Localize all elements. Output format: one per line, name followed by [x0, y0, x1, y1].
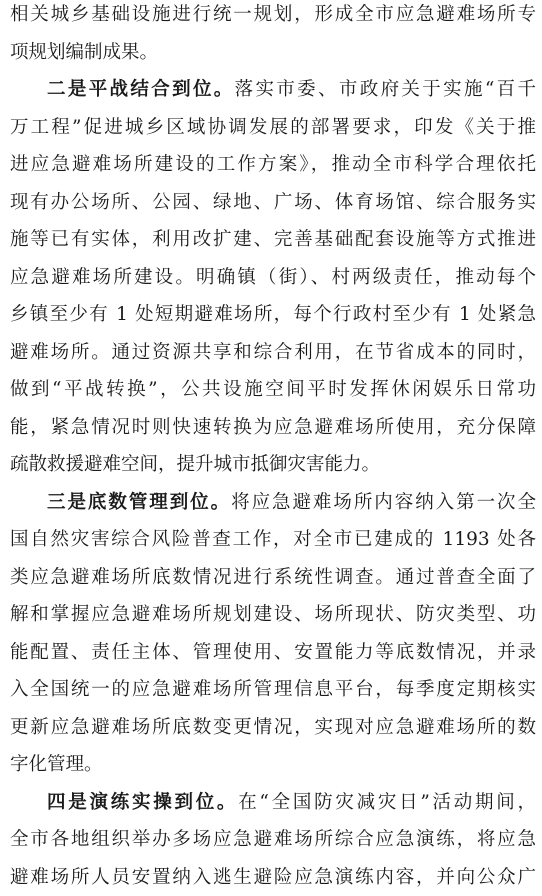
text-line: 类应急避难场所底数情况进行系统性调查。通过普查全面了: [10, 559, 536, 597]
document-page: [10, 0, 536, 896]
text-line: 国自然灾害综合风险普查工作，对全市已建成的 1193 处各: [10, 521, 536, 559]
text-line: 项规划编制成果。: [10, 34, 536, 72]
paragraph-lead-heading: 二是平战结合到位。: [47, 79, 235, 100]
text-line: 入全国统一的应急避难场所管理信息平台，每季度定期核实: [10, 671, 536, 709]
paragraph-drills: [10, 784, 536, 896]
text-line: 能配置、责任主体、管理使用、安置能力等底数情况，并录: [10, 634, 536, 672]
text-line: 解和掌握应急避难场所规划建设、场所现状、防灾类型、功: [10, 596, 536, 634]
text-line: 现有办公场所、公园、绿地、广场、体育场馆、综合服务实: [10, 184, 536, 222]
text-line: 全市各地组织举办多场应急避难场所综合应急演练，将应急: [10, 821, 536, 859]
paragraph-lead-text: 在“全国防灾减灾日”活动期间，: [238, 792, 536, 813]
paragraph-lead-heading: 四是演练实操到位。: [47, 792, 238, 813]
text-line: 相关城乡基础设施进行统一规划，形成全市应急避难场所专: [10, 0, 536, 34]
paragraph-lead-text: 将应急避难场所内容纳入第一次全: [231, 492, 536, 513]
paragraph-lead-text: 落实市委、市政府关于实施“百千: [235, 79, 536, 100]
text-line: [10, 484, 536, 522]
text-line: [10, 784, 536, 822]
paragraph-baseline-management: [10, 484, 536, 784]
text-line: 字化管理。: [10, 746, 536, 784]
text-line: 做到“平战转换”，公共设施空间平时发挥休闲娱乐日常功: [10, 371, 536, 409]
text-line: [10, 71, 536, 109]
text-line: 进应急避难场所建设的工作方案》，推动全市科学合理依托: [10, 146, 536, 184]
paragraph-peacetime-wartime: [10, 71, 536, 484]
text-line: 疏散救援避难空间，提升城市抵御灾害能力。: [10, 446, 536, 484]
text-line: 万工程”促进城乡区域协调发展的部署要求，印发《关于推: [10, 109, 536, 147]
text-line: 避难场所。通过资源共享和综合利用，在节省成本的同时，: [10, 334, 536, 372]
paragraph-planning: [10, 0, 536, 71]
text-line: 能，紧急情况时则快速转换为应急避难场所使用，充分保障: [10, 409, 536, 447]
text-line: 更新应急避难场所底数变更情况，实现对应急避难场所的数: [10, 709, 536, 747]
paragraph-lead-heading: 三是底数管理到位。: [47, 492, 231, 513]
text-line: 乡镇至少有 1 处短期避难场所，每个行政村至少有 1 处紧急: [10, 296, 536, 334]
text-line: 避难场所人员安置纳入逃生避险应急演练内容，并向公众广: [10, 859, 536, 896]
text-line: 施等已有实体，利用改扩建、完善基础配套设施等方式推进: [10, 221, 536, 259]
text-line: 应急避难场所建设。明确镇（街）、村两级责任，推动每个: [10, 259, 536, 297]
